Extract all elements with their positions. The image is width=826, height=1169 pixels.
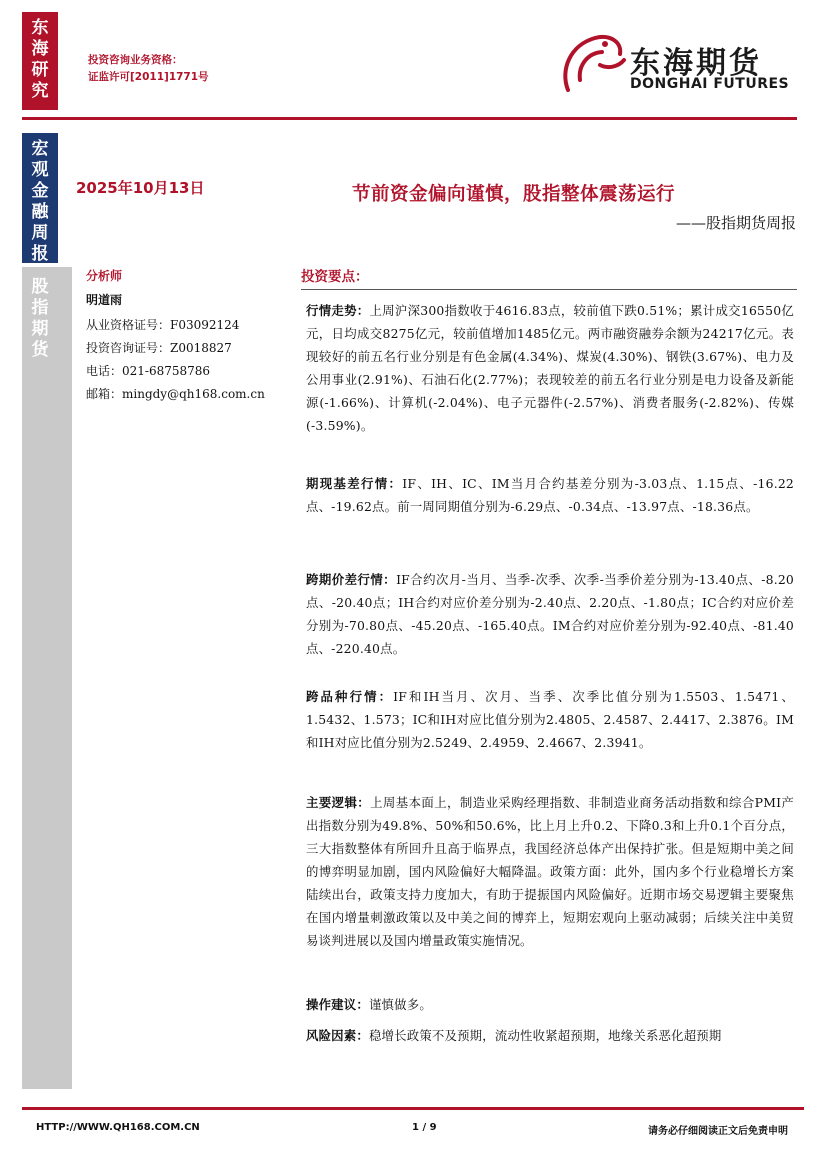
logo-chinese-name: 东海期货	[630, 46, 762, 81]
main-logic-label: 主要逻辑：	[306, 795, 371, 810]
analyst-email[interactable]: 邮箱：mingdy@qh168.com.cn	[86, 387, 265, 401]
char: 宏	[31, 139, 49, 159]
char: 观	[31, 160, 49, 180]
spread-paragraph	[306, 568, 794, 660]
analyst-heading: 分析师	[86, 269, 123, 283]
cross-variety-label: 跨品种行情：	[306, 689, 394, 704]
qualification-note	[88, 52, 209, 86]
cross-variety-text: IF和IH当月、次月、当季、次季比值分别为1.5503、1.5471、1.5432、1.573；IC和IH对应比值分别为2.4805、2.4587、2.4417、2.3876。IM和IH对应比值分别为2.5249、2.4959、2.4667、2.3941。	[306, 689, 795, 750]
sidebar-research-label	[22, 12, 58, 102]
advice-text: 谨慎做多。	[368, 997, 432, 1012]
basis-paragraph	[306, 472, 794, 518]
market-trend-text: 上周沪深300指数收于4616.83点，较前值下跌0.51%；累计成交16550亿元，日均成交8275亿元，较前值增加1485亿元。两市融资融券余额为24217亿元。表现较好的前五名行业分别是有色金属(4.34%)、煤炭(4.30%)、钢铁(3.67%)、电力及公用事业(2.91%)、石油石化(2.77%)；表现较差的前五名行业分别是电力设备及新能源(-1.66%)、计算机(-2.04%)、电子元器件(-2.57%)、消费者服务(-2.82%)、传媒(-3.59%)。	[306, 303, 794, 433]
char: 期	[31, 319, 49, 339]
analyst-cert-number: 从业资格证号：F03092124	[86, 318, 240, 332]
risk-label: 风险因素：	[306, 1028, 369, 1043]
sidebar-category-label	[22, 133, 58, 265]
main-logic-paragraph	[306, 791, 794, 952]
key-points-heading: 投资要点：	[301, 269, 369, 285]
char: 股	[31, 277, 49, 297]
advice-paragraph	[306, 993, 794, 1016]
market-trend-paragraph	[306, 299, 794, 437]
advice-label: 操作建议：	[306, 997, 369, 1012]
qualification-line-2: 证监许可[2011]1771号	[88, 71, 209, 83]
analyst-consult-number: 投资咨询证号：Z0018827	[86, 341, 232, 355]
risk-text: 稳增长政策不及预期，流动性收紧超预期，地缘关系恶化超预期	[368, 1028, 722, 1043]
sidebar-research-block	[22, 12, 58, 110]
key-points-divider	[301, 289, 797, 290]
char: 东	[31, 18, 49, 38]
char: 究	[31, 81, 49, 101]
char: 金	[31, 181, 49, 201]
footer-divider	[22, 1107, 804, 1110]
cross-variety-paragraph	[306, 685, 794, 754]
report-title: 节前资金偏向谨慎，股指整体震荡运行	[352, 184, 676, 205]
char: 研	[31, 60, 49, 80]
char: 指	[31, 298, 49, 318]
footer-url-link[interactable]: HTTP://WWW.QH168.COM.CN	[36, 1122, 200, 1133]
page-number: 1 / 9	[412, 1122, 437, 1133]
risk-paragraph	[306, 1024, 794, 1047]
header-divider	[22, 117, 797, 120]
spread-text: IF合约次月-当月、当季-次季、次季-当季价差分别为-13.40点、-8.20点、-20.40点；IH合约对应价差分别为-2.40点、2.20点、-1.80点；IC合约对应价差分别为-70.80点、-45.20点、-165.40点。IM合约对应价差分别为-92.40点、-81.40点、-220.40点。	[306, 572, 794, 656]
report-subtitle: ——股指期货周报	[675, 214, 796, 232]
spread-label: 跨期价差行情：	[306, 572, 397, 587]
char: 海	[31, 39, 49, 59]
footer-disclaimer: 请务必仔细阅读正文后免责申明	[648, 1126, 788, 1137]
char: 报	[31, 244, 49, 264]
qualification-line-1: 投资咨询业务资格：	[88, 54, 183, 66]
logo-english-name: DONGHAI FUTURES	[630, 76, 790, 92]
market-trend-label: 行情走势：	[306, 303, 370, 318]
sidebar-product-block	[22, 267, 72, 1089]
char: 货	[31, 340, 49, 360]
basis-label: 期现基差行情：	[306, 476, 403, 491]
char: 周	[31, 223, 49, 243]
report-date: 2025年10月13日	[76, 179, 205, 197]
sidebar-product-label	[22, 267, 58, 361]
sidebar-category-block	[22, 133, 58, 263]
main-logic-text: 上周基本面上，制造业采购经理指数、非制造业商务活动指数和综合PMI产出指数分别为49.8%、50%和50.6%，比上月上升0.2、下降0.3和上升0.1个百分点，三大指数整体有所回升且高于临界点，我国经济总体产出保持扩张。但是短期中美之间的博弈明显加剧，国内风险偏好大幅降温。政策方面：此外，国内多个行业稳增长方案陆续出台，政策支持力度加大，有助于提振国内风险偏好。近期市场交易逻辑主要聚焦在国内增量刺激政策以及中美之间的博弈上，短期宏观向上驱动减弱；后续关注中美贸易谈判进展以及国内增量政策实施情况。	[306, 795, 795, 948]
analyst-name: 明道雨	[86, 293, 123, 307]
basis-text: IF、IH、IC、IM当月合约基差分别为-3.03点、1.15点、-16.22点、-19.62点。前一周同期值分别为-6.29点、-0.34点、-13.97点、-18.36点。	[306, 476, 794, 514]
char: 融	[31, 202, 49, 222]
analyst-phone: 电话：021-68758786	[86, 364, 211, 378]
